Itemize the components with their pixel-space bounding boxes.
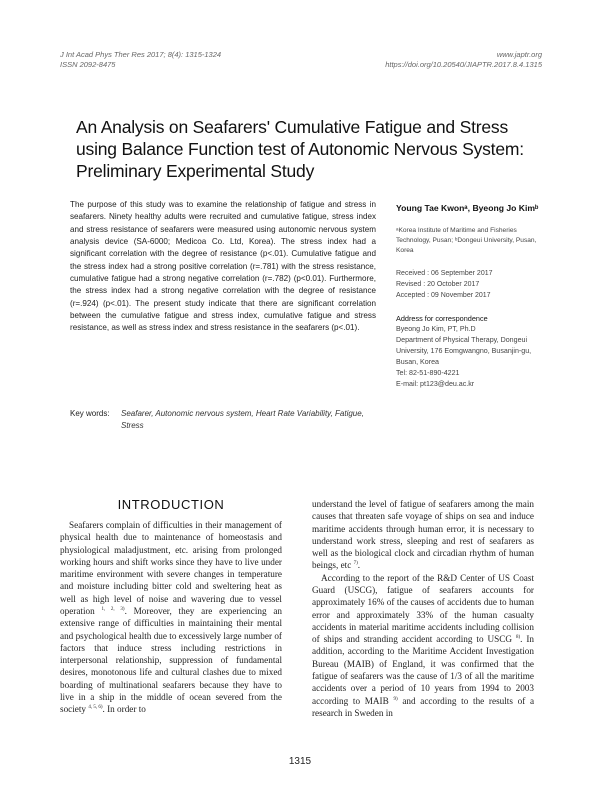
intro-text: . In order to xyxy=(102,704,146,715)
journal-site-header xyxy=(385,50,542,70)
keywords-label: Key words: xyxy=(70,409,110,418)
intro-text: . xyxy=(357,560,361,571)
intro-text: Seafarers complain of difficulties in their management of physical health due to maintenance of homeostasis and physiological maladjustment, etc. arising from prolonged working hours and shift works since they have to live under maritime environment with severe changes in temperature and moisture including bitter cold and sweltering heat as well as high level of noise and wavering due to vessel operation xyxy=(60,520,282,616)
dates xyxy=(396,268,542,301)
paper-title: An Analysis on Seafarers' Cumulative Fatigue and Stress using Balance Function test of Autonomic Nervous System: Preliminary Experimental Study xyxy=(76,117,524,181)
intro-column-right xyxy=(312,498,534,719)
issn: ISSN 2092-8475 xyxy=(60,60,116,69)
correspondence-heading: Address for correspondence xyxy=(396,314,488,323)
affiliation: ᵃKorea Institute of Maritime and Fisheries Technology, Pusan; ᵇDongeui University, Pusan, Korea xyxy=(396,227,537,254)
intro-paragraph xyxy=(312,572,534,719)
accepted-date: Accepted : 09 November 2017 xyxy=(396,292,491,299)
intro-column-left xyxy=(60,519,282,716)
journal-header xyxy=(60,50,221,70)
journal-citation: J Int Acad Phys Ther Res 2017; 8(4): 1315-1324 xyxy=(60,50,222,59)
section-title: INTRODUCTION xyxy=(117,497,225,512)
abstract: The purpose of this study was to examine the relationship of fatigue and stress in seafarers. Ninety healthy adults were recruited and cumulative fatigue, stress index and stress resistance of seafarers were measured using autonomic nervous system analysis device (SA-6000; Medicoa Co. Ltd, Korea). The stress index had a significant correlation with the degree of resistance (p<.01). Cumulative fatigue and the stress index had a strong positive correlation (r=.781) with the stress resistance, cumulative fatigue had a strong negative correlation (r=.782) (p<0.01). Furthermore, the stress index had a strong negative correlation with the degree of resistance (r=.924) (p<.01). The present study indicate that there are significant correlation between the cumulative fatigue and stress index, cumulative fatigue and stress resistance, as well as stress index and stress resistance in the seafarers (p<.01). xyxy=(70,200,376,333)
intro-paragraph xyxy=(60,519,282,716)
intro-text: . In addition, according to the Maritime Accident Investigation Bureau (MAIB) of England, it was confirmed that the fatigue of seafarers was the cause of 1/3 of all the maritime accidents over a period of 10 years from 1994 to 2003 according to MAIB xyxy=(312,634,535,706)
correspondence xyxy=(396,324,542,390)
citation: 7) xyxy=(353,561,358,567)
journal-website-link[interactable]: www.japtr.org xyxy=(496,50,542,59)
citation: 9) xyxy=(393,696,398,702)
received-date: Received : 06 September 2017 xyxy=(396,270,493,277)
correspondence-email[interactable]: E-mail: pt123@deu.ac.kr xyxy=(396,380,475,388)
intro-text: . Moreover, they are experiencing an extensive range of difficulties in maintaining their mental and psychological health due to excessively large number of factors that induce stress including restrictions in interpersonal relationship, suppression of fundamental desires, monotonous life and cultural clashes due to mixed boarding of multinational seafarers because they have to live in a ship in the middle of ocean severed from the society xyxy=(60,605,282,715)
intro-text: and according to the results of a research in Sweden in xyxy=(312,695,535,718)
citation: 4, 5, 6) xyxy=(88,705,103,711)
citation: 8) xyxy=(515,635,521,641)
intro-text: According to the report of the R&D Center of US Coast Guard (USCG), fatigue of seafarers accounts for approximately 16% of the causes of accidents due to human error and approximately 33% of the human casualty accidents in material maritime accidents including collision of ships and stranding accident according to USCG xyxy=(312,572,534,645)
intro-text: understand the level of fatigue of seafarers among the main causes that threaten safe voyage of ships on sea and induce maritime accidents through human error, it is necessary to understand work stress, sleeping and rest of seafarers as well as the biological clock and circadian rhythm of human beings, etc xyxy=(312,499,534,571)
author-info xyxy=(396,202,542,390)
page-number: 1315 xyxy=(288,756,312,767)
correspondence-tel: Tel: 82-51-890-4221 xyxy=(396,369,460,377)
revised-date: Revised : 20 October 2017 xyxy=(396,281,480,288)
intro-paragraph xyxy=(312,498,534,572)
correspondence-name: Byeong Jo Kim, PT, Ph.D xyxy=(396,325,476,333)
authors: Young Tae Kwonᵃ, Byeong Jo Kimᵇ xyxy=(396,203,539,213)
doi-link[interactable]: https://doi.org/10.20540/JIAPTR.2017.8.4.1315 xyxy=(385,60,542,69)
citation: 1, 2, 3) xyxy=(101,606,125,612)
keywords-value: Seafarer, Autonomic nervous system, Heart Rate Variability, Fatigue, Stress xyxy=(121,409,364,430)
correspondence-dept: Department of Physical Therapy, Dongeui University, 176 Eomgwangno, Busanjin-gu, Busan, Korea xyxy=(396,336,532,366)
